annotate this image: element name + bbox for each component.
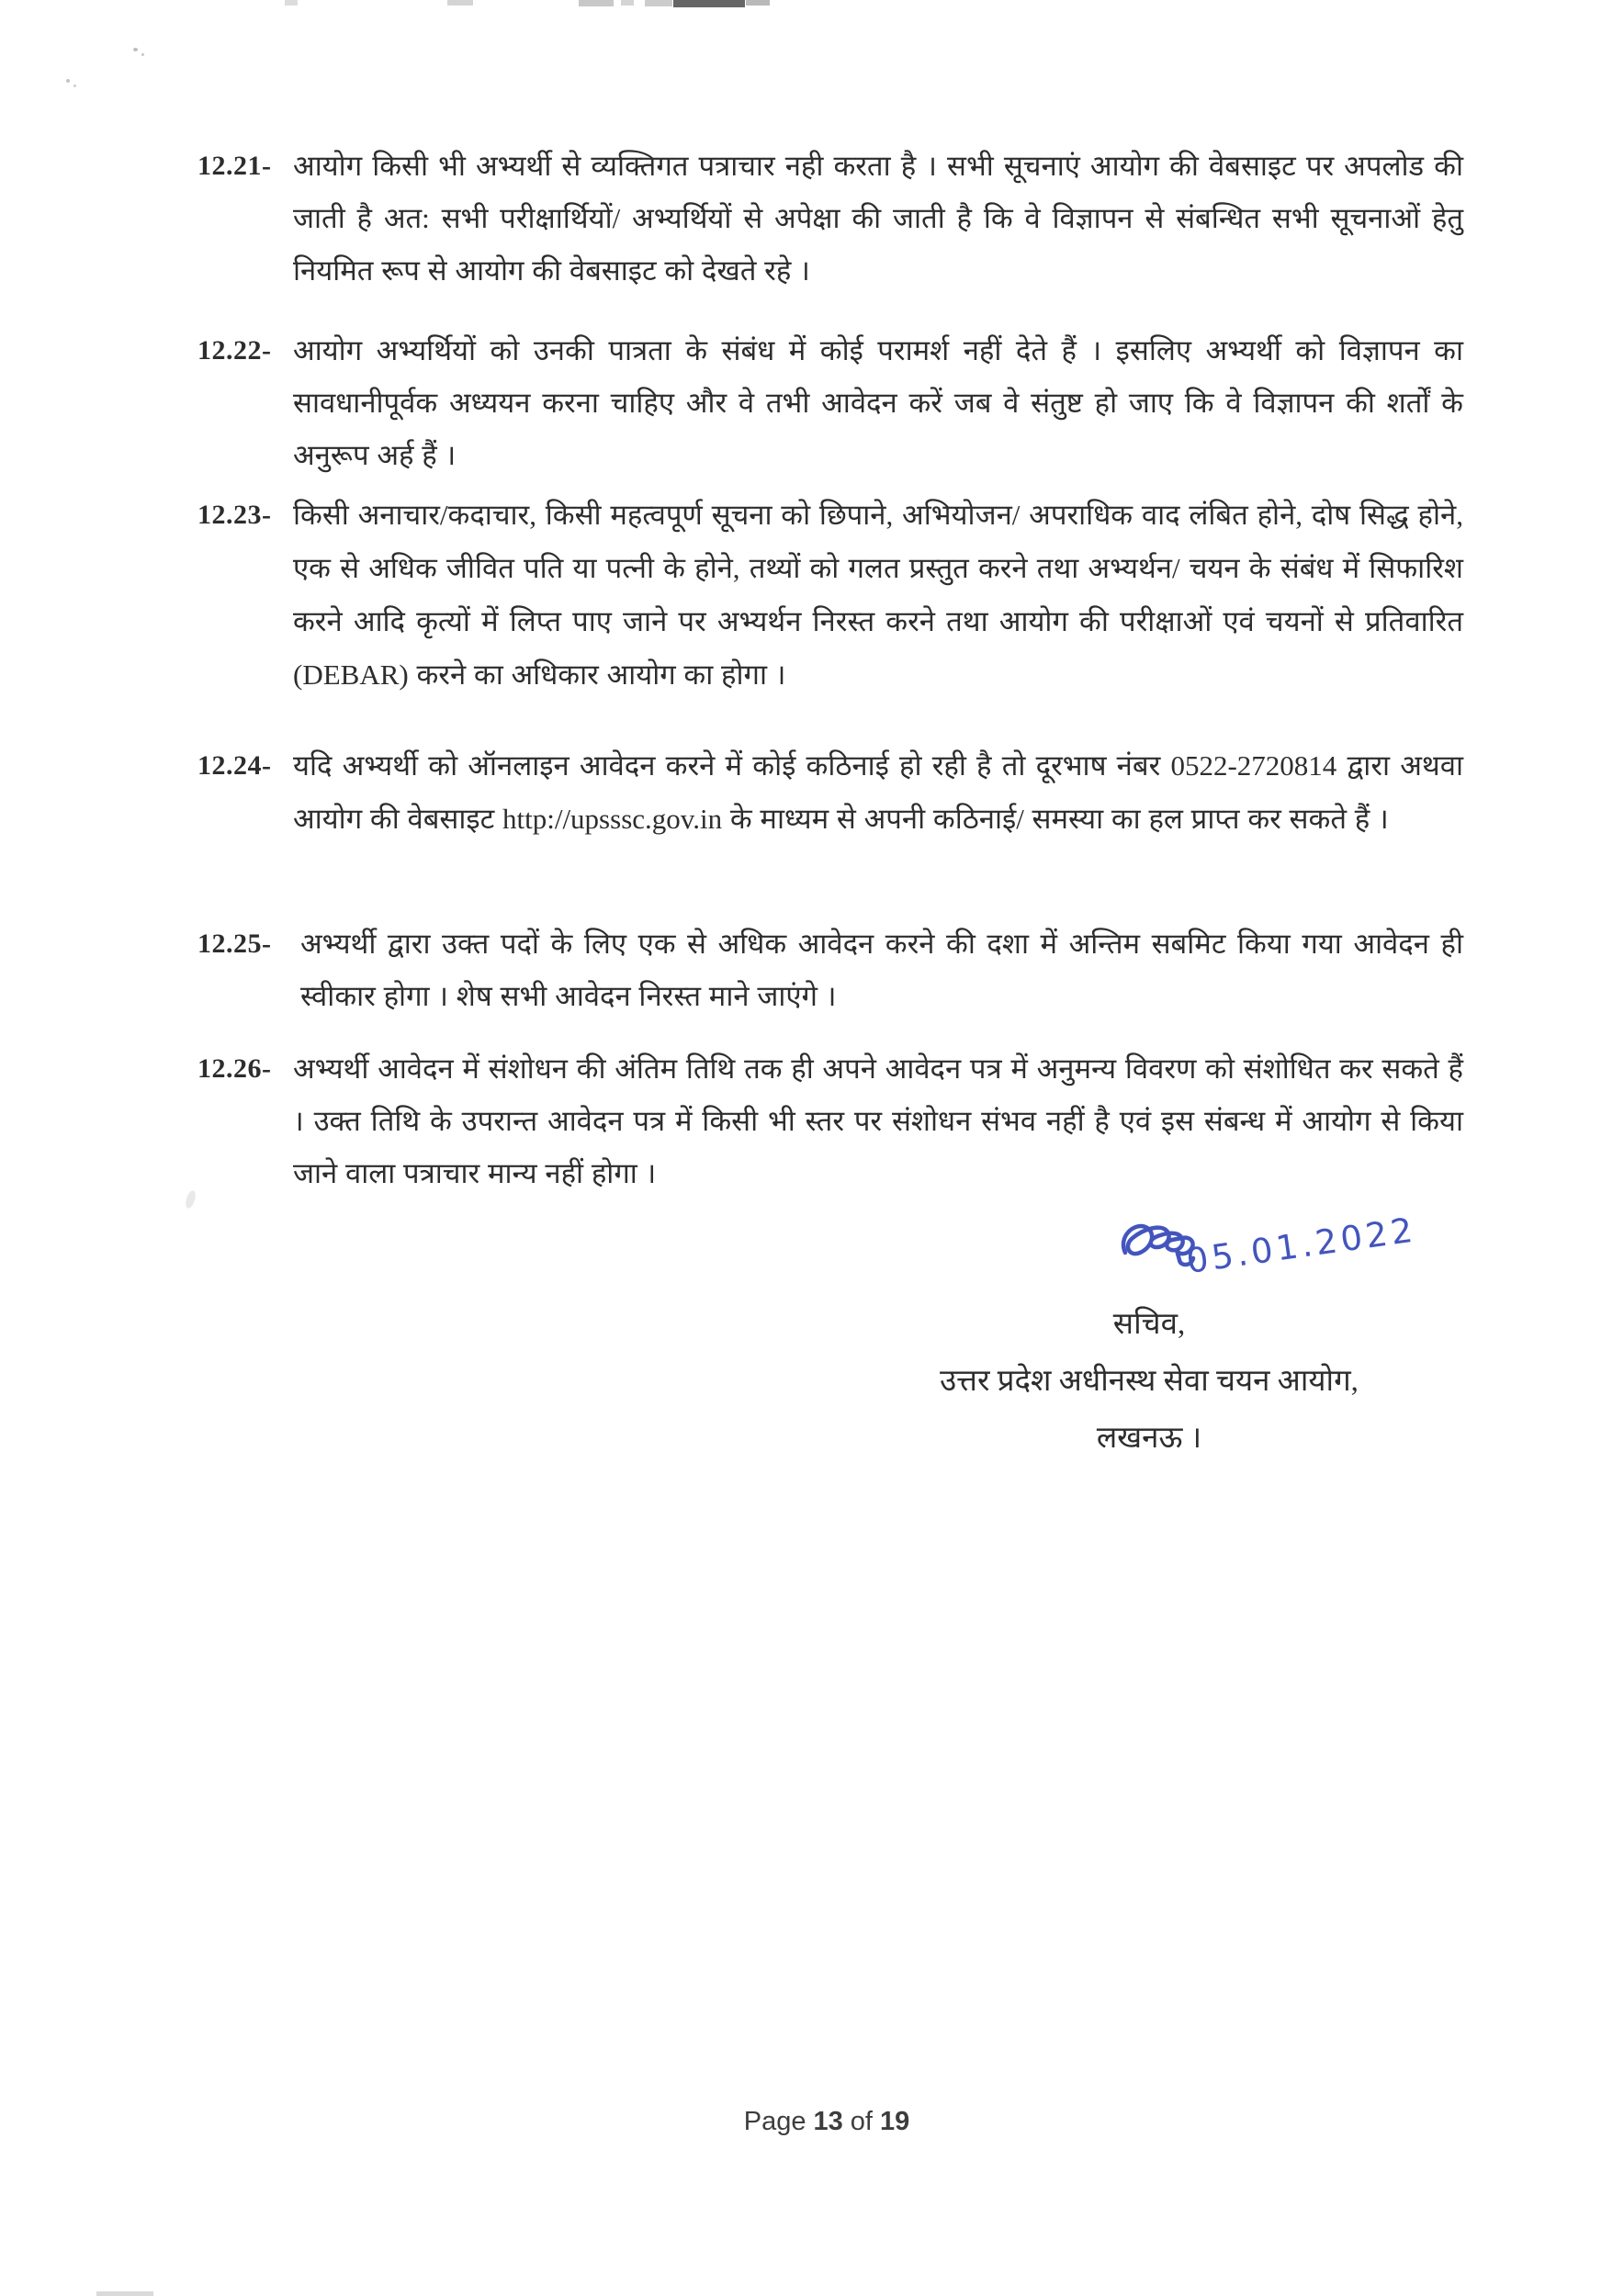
footer-page-word: Page: [743, 2107, 806, 2136]
clause-number: 12.22-: [197, 335, 272, 366]
handwritten-date: 05.01.2022: [1184, 1210, 1419, 1281]
scan-speck: [66, 79, 70, 83]
clause-text: आयोग किसी भी अभ्यर्थी से व्यक्तिगत पत्राचार नही करता है । सभी सूचनाएं आयोग की वेबसाइट पर अपलोड की जाती है अत: सभी परीक्षार्थियों/ अभ्यर्थियों से अपेक्षा की जाती है कि वे विज्ञापन से संबन्धित सभी सूचनाओं हेतु नियमित रूप से आयोग की वेबसाइट को देखते रहे ।: [293, 150, 1463, 287]
scan-speck: [133, 48, 138, 51]
clause-number: 12.21-: [197, 151, 272, 181]
clause-12-23: [197, 489, 1463, 702]
page-footer: [651, 2107, 1002, 2137]
clause-number: 12.24-: [197, 750, 272, 781]
clause-text: किसी अनाचार/कदाचार, किसी महत्वपूर्ण सूचना को छिपाने, अभियोजन/ अपराधिक वाद लंबित होने, दोष सिद्ध होने, एक से अधिक जीवित पति या पत्नी के होने, तथ्यों को गलत प्रस्तुत करने तथा अभ्यर्थन/ चयन के संबंध में सिफारिश करने आदि कृत्यों में लिप्त पाए जाने पर अभ्यर्थन निरस्त करने तथा आयोग की परीक्षाओं एवं चयनों से प्रतिवारित (DEBAR) करने का अधिकार आयोग का होगा ।: [293, 499, 1463, 691]
clause-text: अभ्यर्थी द्वारा उक्त पदों के लिए एक से अधिक आवेदन करने की दशा में अन्तिम सबमिट किया गया आवेदन ही स्वीकार होगा । शेष सभी आवेदन निरस्त माने जाएंगे ।: [300, 928, 1463, 1012]
scan-artifact-top: [447, 0, 473, 6]
clause-12-21: [197, 140, 1463, 297]
clause-number: 12.26-: [197, 1053, 272, 1084]
clause-text: यदि अभ्यर्थी को ऑनलाइन आवेदन करने में कोई कठिनाई हो रही है तो दूरभाष नंबर 0522-2720814 द्वारा अथवा आयोग की वेबसाइट http://upsssc.gov.in के माध्यम से अपनी कठिनाई/ समस्या का हल प्राप्त कर सकते हैं ।: [293, 749, 1463, 835]
place-name: लखनऊ ।: [1096, 1422, 1202, 1455]
scan-artifact-top: [621, 0, 634, 6]
signature-block: [914, 1210, 1419, 1484]
clause-number: 12.23-: [197, 500, 272, 530]
scan-artifact-bottom: [96, 2291, 153, 2296]
signatory-title: सचिव,: [1112, 1308, 1186, 1341]
clause-12-25: [197, 917, 1463, 1022]
footer-total-pages: 19: [879, 2107, 910, 2136]
scan-artifact-top: [285, 0, 298, 6]
clause-12-22: [197, 324, 1463, 481]
scan-artifact-top: [645, 0, 672, 6]
scan-speck: [141, 53, 144, 56]
clause-12-26: [197, 1042, 1463, 1199]
scan-artifact-top: [673, 0, 745, 7]
scan-smudge: [184, 1189, 197, 1210]
scan-speck: [73, 84, 76, 87]
scan-artifact-top: [579, 0, 614, 6]
scan-artifact-top: [746, 0, 770, 6]
clause-text: आयोग अभ्यर्थियों को उनकी पात्रता के संबंध में कोई परामर्श नहीं देते हैं । इसलिए अभ्यर्थी को विज्ञापन का सावधानीपूर्वक अध्ययन करना चाहिए और वे तभी आवेदन करें जब वे संतुष्ट हो जाए कि वे विज्ञापन की शर्तों के अनुरूप अर्ह हैं ।: [293, 334, 1463, 471]
footer-of-word: of: [850, 2107, 873, 2136]
clause-number: 12.25-: [197, 929, 272, 959]
clause-text: अभ्यर्थी आवेदन में संशोधन की अंतिम तिथि तक ही अपने आवेदन पत्र में अनुमन्य विवरण को संशोधित कर सकते हैं । उक्त तिथि के उपरान्त आवेदन पत्र में किसी भी स्तर पर संशोधन संभव नहीं है एवं इस संबन्ध में आयोग से किया जाने वाला पत्राचार मान्य नहीं होगा ।: [293, 1052, 1463, 1189]
organization-name: उत्तर प्रदेश अधीनस्थ सेवा चयन आयोग,: [940, 1365, 1359, 1398]
footer-page-number: 13: [813, 2107, 843, 2136]
clause-12-24: [197, 739, 1463, 846]
